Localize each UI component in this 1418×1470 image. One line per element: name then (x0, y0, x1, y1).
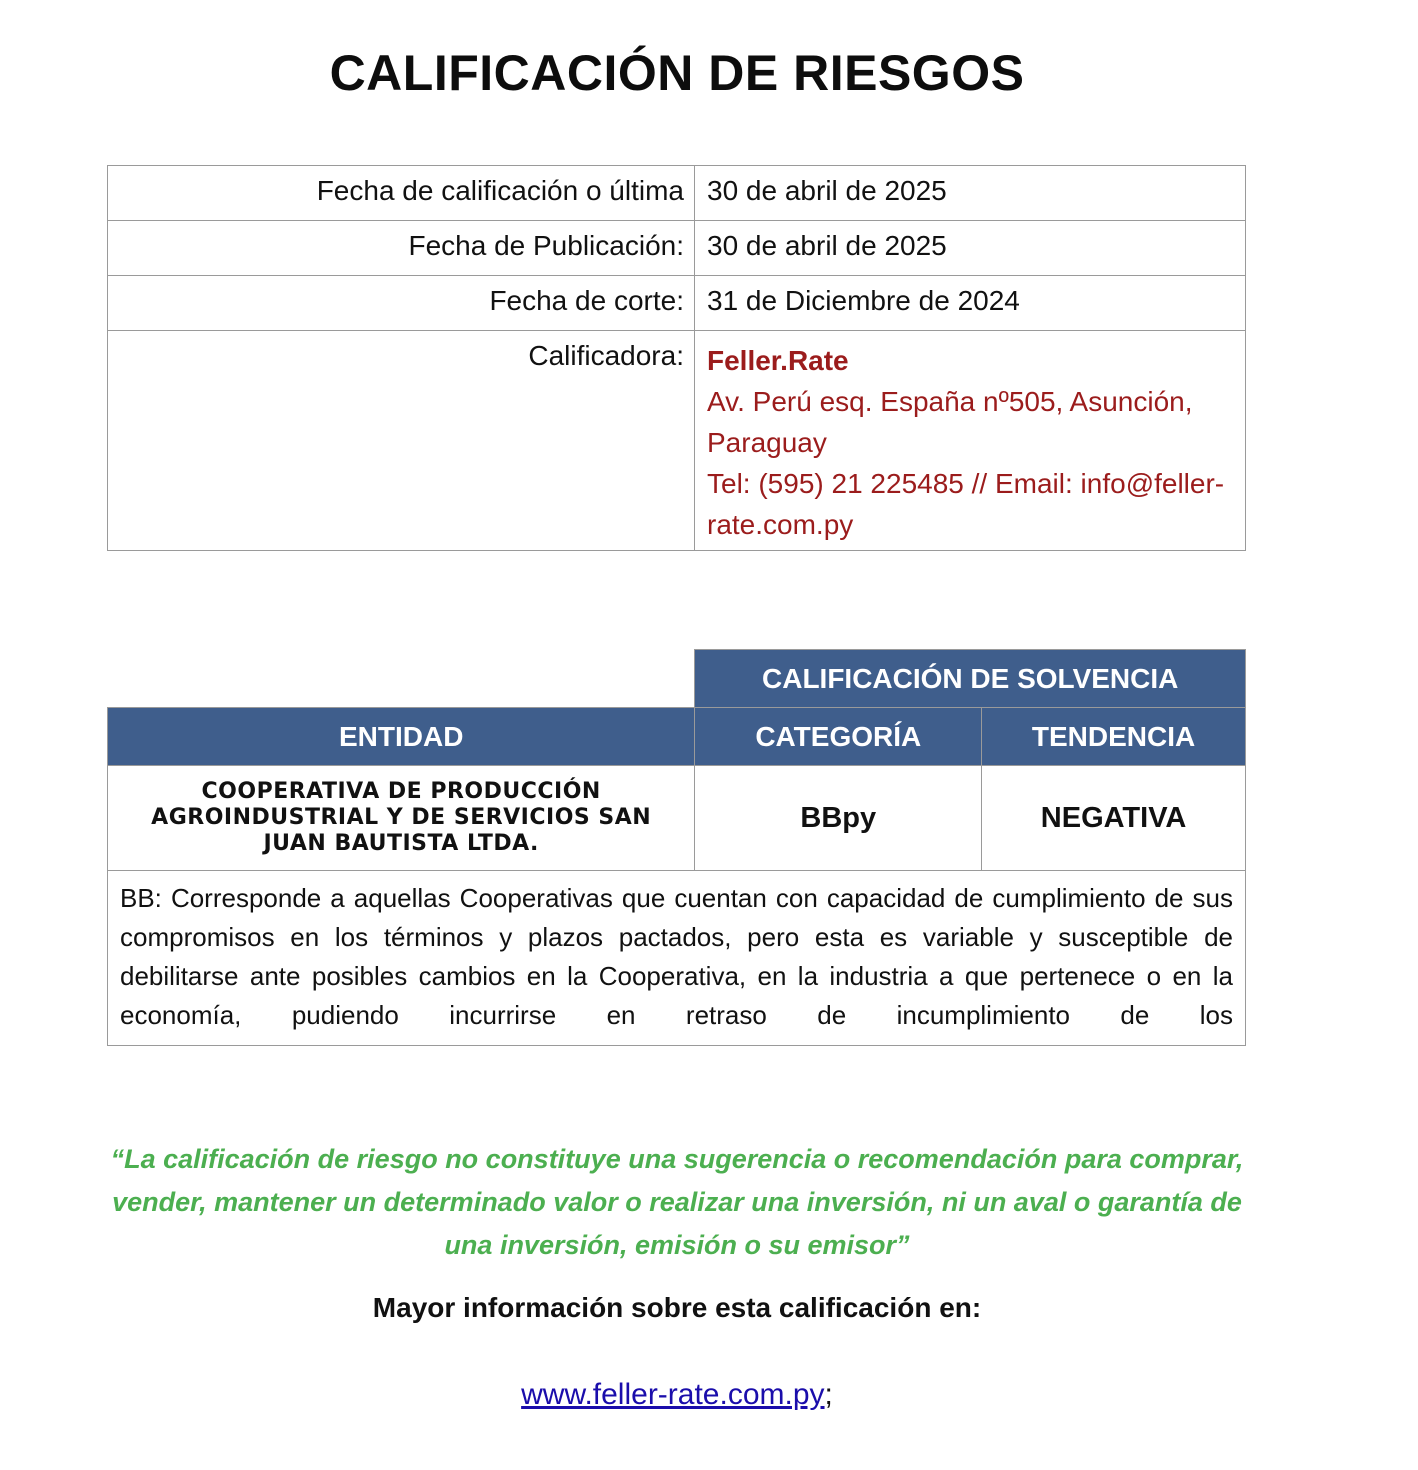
more-info-heading: Mayor información sobre esta calificación en: (372, 1292, 982, 1323)
info-value: 30 de abril de 2025 (695, 221, 1246, 276)
info-label: Fecha de corte: (108, 276, 695, 331)
info-value: 30 de abril de 2025 (695, 166, 1246, 221)
rater-details (695, 331, 1246, 551)
empty-header-cell (108, 650, 695, 708)
trend-column-header: TENDENCIA (982, 708, 1246, 766)
info-label: Fecha de Publicación: (108, 221, 695, 276)
rater-contact: Tel: (595) 21 225485 // Email: info@feller-rate.com.py (707, 468, 1225, 540)
solvency-rating-table (107, 649, 1246, 1046)
info-label: Fecha de calificación o última (108, 166, 695, 221)
website-suffix: ; (824, 1378, 833, 1411)
category-column-header: CATEGORÍA (695, 708, 982, 766)
table-row (108, 766, 1246, 871)
info-value: 31 de Diciembre de 2024 (695, 276, 1246, 331)
entity-name: COOPERATIVA DE PRODUCCIÓN AGROINDUSTRIAL Y DE SERVICIOS SAN JUAN BAUTISTA LTDA. (108, 766, 695, 871)
solvency-group-header: CALIFICACIÓN DE SOLVENCIA (695, 650, 1246, 708)
rater-address: Av. Perú esq. España nº505, Asunción, Paraguay (707, 386, 1193, 458)
info-row-rater (108, 331, 1246, 551)
page-title: CALIFICACIÓN DE RIESGOS (329, 45, 1025, 101)
rater-name: Feller.Rate (707, 345, 849, 376)
info-row (108, 276, 1246, 331)
info-row (108, 166, 1246, 221)
website-link[interactable]: www.feller-rate.com.py (521, 1378, 825, 1411)
rating-info-table (107, 165, 1246, 551)
website-line (0, 1378, 1354, 1412)
rater-label: Calificadora: (108, 331, 695, 551)
category-value: BBpy (695, 766, 982, 871)
disclaimer-text: “La calificación de riesgo no constituye una sugerencia o recomendación para comprar, vender, mantener un determinado valor o realizar una inversión, ni un aval o garantía de una inversión, emisión o su emisor” (110, 1144, 1244, 1260)
category-description: BB: Corresponde a aquellas Cooperativas que cuentan con capacidad de cumplimiento de sus compromisos en los términos y plazos pactados, pero esta es variable y susceptible de debilitarse ante posibles cambios en la Cooperativa, en la industria a que pertenece o en la economía, pudiendo incurrirse en retraso de incumplimiento de los (108, 871, 1246, 1046)
info-row (108, 221, 1246, 276)
entity-column-header: ENTIDAD (108, 708, 695, 766)
trend-value: NEGATIVA (982, 766, 1246, 871)
